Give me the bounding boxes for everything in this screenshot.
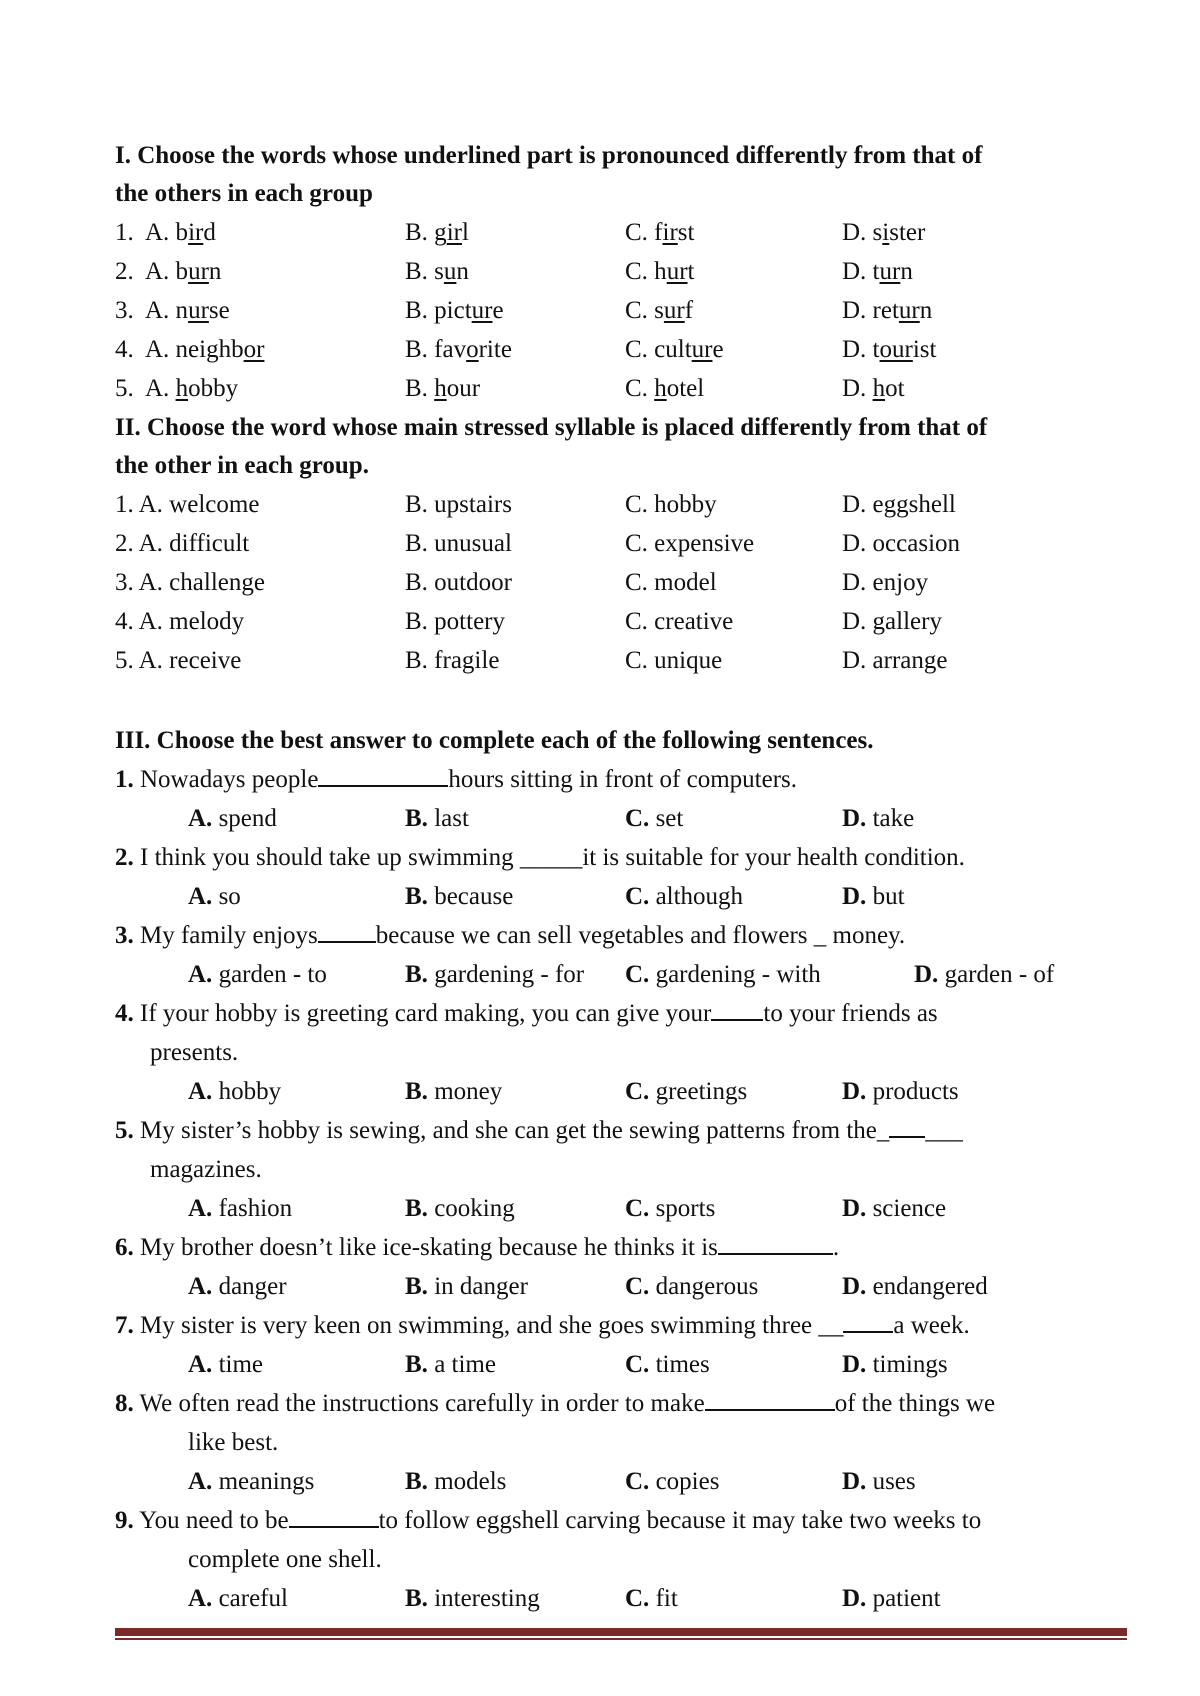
answer-option-a[interactable]	[188, 1345, 263, 1384]
question-number: 3.	[115, 922, 134, 949]
option-text: times	[649, 1351, 710, 1378]
option-text: e	[492, 297, 504, 324]
option-text: science	[866, 1195, 947, 1222]
question-6	[0, 1228, 1200, 1267]
underlined-part: o	[466, 336, 479, 363]
underlined-part: i	[882, 219, 890, 246]
section2-row	[0, 563, 1200, 602]
bottom-divider-thin	[115, 1638, 1127, 1640]
answer-options	[0, 1345, 1200, 1384]
question-number: 5.	[115, 1117, 134, 1144]
underlined-part: u	[443, 258, 457, 285]
question-stem: My brother doesn’t like ice-skating because he thinks it is	[133, 1234, 718, 1261]
option-text: D. ret	[842, 297, 899, 324]
option-b[interactable]	[405, 291, 504, 330]
question-5	[0, 1111, 1200, 1150]
option-text: C. cult	[625, 336, 692, 363]
option-b[interactable]	[405, 369, 480, 408]
question-number: 7.	[115, 1312, 134, 1339]
option-letter: A.	[188, 961, 213, 988]
option-text: n	[900, 258, 913, 285]
option-d[interactable]: D. eggshell	[842, 491, 956, 518]
question-number: 4.	[115, 1000, 134, 1027]
answer-option-b[interactable]	[405, 1072, 502, 1111]
option-text: hobby	[212, 1078, 282, 1105]
item-number: 4.	[115, 336, 134, 363]
option-b[interactable]	[405, 330, 512, 369]
option-text: C. s	[625, 297, 664, 324]
option-text: D. s	[842, 219, 883, 246]
underlined-part: h	[175, 375, 189, 402]
question-continuation	[0, 1150, 1200, 1189]
option-text: because	[427, 883, 514, 910]
answer-option-d[interactable]	[842, 1579, 941, 1618]
question-stem-end: hours sitting in front of computers.	[448, 766, 797, 793]
option-a[interactable]	[145, 330, 264, 369]
option-text: otel	[666, 375, 705, 402]
option-letter: B.	[405, 1585, 428, 1612]
answer-option-a[interactable]	[188, 1189, 292, 1228]
answer-option-d[interactable]	[842, 1072, 959, 1111]
answer-option-b[interactable]	[405, 1267, 528, 1306]
answer-option-c[interactable]	[625, 1072, 747, 1111]
option-text: C. f	[625, 219, 663, 246]
section1-row	[0, 330, 1200, 369]
answer-option-b[interactable]	[405, 955, 584, 994]
option-letter: B.	[405, 883, 428, 910]
question-3	[0, 916, 1200, 955]
option-text: garden - to	[212, 961, 327, 988]
option-text: ster	[889, 219, 926, 246]
option-b[interactable]	[405, 213, 469, 252]
option-text: spend	[212, 805, 277, 832]
question-stem: I think you should take up swimming _____it is suitable for your health condition.	[133, 844, 965, 871]
answer-option-c[interactable]	[625, 799, 683, 838]
option-text: danger	[212, 1273, 287, 1300]
option-text: so	[212, 883, 241, 910]
answer-option-b[interactable]	[405, 1462, 506, 1501]
option-text: our	[446, 375, 481, 402]
option-text: dangerous	[649, 1273, 759, 1300]
option-b[interactable]: B. outdoor	[405, 569, 512, 596]
option-text: B.	[405, 375, 435, 402]
option-letter: A.	[188, 1468, 213, 1495]
question-text	[115, 994, 938, 1033]
question-stem-end: to your friends as	[763, 1000, 938, 1027]
answer-option-c[interactable]	[625, 1189, 715, 1228]
section1-row	[0, 369, 1200, 408]
option-a[interactable]: 3. A. challenge	[115, 569, 265, 596]
option-text: although	[649, 883, 744, 910]
underlined-part: or	[243, 336, 265, 363]
option-text: st	[677, 219, 695, 246]
question-number: 1.	[115, 766, 134, 793]
answer-option-d[interactable]	[842, 799, 914, 838]
underlined-part: ur	[691, 336, 713, 363]
option-text: ot	[885, 375, 905, 402]
option-text: f	[684, 297, 694, 324]
question-stem-continued: magazines.	[150, 1156, 262, 1183]
question-continuation	[0, 1033, 1200, 1072]
option-c[interactable]: C. hobby	[625, 491, 717, 518]
underlined-part: h	[872, 375, 886, 402]
answer-blank[interactable]	[289, 1504, 379, 1528]
option-text: n	[208, 258, 222, 285]
option-d[interactable]	[842, 291, 932, 330]
option-d[interactable]	[842, 330, 936, 369]
option-letter: A.	[188, 1195, 213, 1222]
option-c[interactable]	[625, 291, 693, 330]
option-letter: C.	[625, 1195, 650, 1222]
option-c[interactable]: C. creative	[625, 608, 734, 635]
underlined-part: ur	[663, 297, 685, 324]
question-text	[115, 1228, 839, 1267]
section2-title-line2: the other in each group.	[115, 452, 369, 479]
option-text: A. neighb	[145, 336, 244, 363]
section3-title: III. Choose the best answer to complete each of the following sentences.	[115, 727, 874, 754]
option-text: in danger	[427, 1273, 528, 1300]
answer-blank[interactable]	[705, 1387, 835, 1411]
answer-option-d[interactable]	[842, 1189, 946, 1228]
bottom-divider	[115, 1628, 1127, 1636]
option-text: garden - of	[938, 961, 1055, 988]
option-letter: D.	[914, 961, 939, 988]
question-stem: You need to be	[133, 1507, 289, 1534]
question-continuation	[0, 1540, 1200, 1579]
option-text: D.	[842, 375, 873, 402]
answer-option-d[interactable]	[914, 955, 1054, 994]
section2-row	[0, 602, 1200, 641]
option-letter: B.	[405, 961, 428, 988]
option-text: C.	[625, 375, 655, 402]
option-b[interactable]	[405, 252, 469, 291]
option-text: products	[866, 1078, 959, 1105]
option-letter: A.	[188, 883, 213, 910]
option-text: fashion	[212, 1195, 293, 1222]
underlined-part: ir	[446, 219, 462, 246]
question-continuation	[0, 1423, 1200, 1462]
answer-options	[0, 1267, 1200, 1306]
option-text: n	[919, 297, 933, 324]
option-letter: D.	[842, 883, 867, 910]
option-text: l	[461, 219, 469, 246]
option-c[interactable]	[625, 252, 694, 291]
question-stem-end: .	[832, 1234, 840, 1261]
option-text: but	[866, 883, 905, 910]
option-letter: D.	[842, 1195, 867, 1222]
option-letter: B.	[405, 1273, 428, 1300]
option-text: set	[649, 805, 684, 832]
answer-option-b[interactable]	[405, 1189, 515, 1228]
option-text: careful	[212, 1585, 288, 1612]
answer-option-a[interactable]	[188, 877, 241, 916]
question-number: 2.	[115, 844, 134, 871]
option-b[interactable]: B. pottery	[405, 608, 505, 635]
option-text: meanings	[212, 1468, 315, 1495]
option-letter: A.	[188, 1273, 213, 1300]
answer-option-b[interactable]	[405, 1345, 496, 1384]
option-text: timings	[866, 1351, 948, 1378]
question-2	[0, 838, 1200, 877]
option-letter: C.	[625, 1585, 650, 1612]
question-number: 6.	[115, 1234, 134, 1261]
option-a[interactable]: 2. A. difficult	[115, 530, 250, 557]
option-c[interactable]	[625, 369, 704, 408]
option-d[interactable]	[842, 369, 905, 408]
option-d[interactable]	[842, 252, 913, 291]
option-d[interactable]: D. enjoy	[842, 569, 929, 596]
item-number: 5.	[115, 375, 134, 402]
question-stem-end: to follow eggshell carving because it may take two weeks to	[378, 1507, 982, 1534]
option-text: d	[203, 219, 216, 246]
answer-option-d[interactable]	[842, 1345, 948, 1384]
option-text: greetings	[649, 1078, 748, 1105]
option-text: A. b	[145, 219, 189, 246]
answer-options	[0, 877, 1200, 916]
section2-row	[0, 524, 1200, 563]
answer-options	[0, 955, 1200, 994]
answer-options	[0, 1189, 1200, 1228]
answer-blank[interactable]	[889, 1114, 925, 1138]
question-stem: If your hobby is greeting card making, you can give your	[133, 1000, 712, 1027]
question-text	[115, 1111, 963, 1150]
option-letter: D.	[842, 1078, 867, 1105]
question-stem: My sister’s hobby is sewing, and she can get the sewing patterns from the_	[133, 1117, 890, 1144]
question-9	[0, 1501, 1200, 1540]
answer-option-c[interactable]	[625, 1267, 758, 1306]
answer-options	[0, 1072, 1200, 1111]
option-c[interactable]	[625, 213, 694, 252]
answer-option-a[interactable]	[188, 1072, 281, 1111]
option-letter: A.	[188, 1351, 213, 1378]
answer-option-a[interactable]	[188, 1579, 288, 1618]
option-letter: C.	[625, 1351, 650, 1378]
question-text	[115, 760, 797, 799]
blank-suffix: ___	[925, 1117, 963, 1144]
question-stem: My family enjoys	[133, 922, 318, 949]
option-letter: B.	[405, 1468, 428, 1495]
option-text: gardening - for	[427, 961, 585, 988]
answer-blank[interactable]	[711, 997, 763, 1021]
option-letter: B.	[405, 1195, 428, 1222]
option-text: cooking	[427, 1195, 515, 1222]
question-1	[0, 760, 1200, 799]
option-a[interactable]: 5. A. receive	[115, 647, 242, 674]
option-text: obby	[188, 375, 239, 402]
option-letter: A.	[188, 1078, 213, 1105]
question-4	[0, 994, 1200, 1033]
item-number: 2.	[115, 258, 134, 285]
question-stem: Nowadays people	[133, 766, 319, 793]
item-number: 3.	[115, 297, 134, 324]
option-letter: C.	[625, 883, 650, 910]
option-b[interactable]: B. fragile	[405, 647, 500, 674]
question-number: 9.	[115, 1507, 134, 1534]
question-stem-end: a week.	[893, 1312, 970, 1339]
underlined-part: ur	[188, 258, 209, 285]
answer-blank[interactable]	[318, 919, 376, 943]
question-text	[115, 1306, 970, 1345]
answer-blank[interactable]	[718, 1231, 833, 1255]
underlined-part: h	[434, 375, 447, 402]
option-d[interactable]: D. occasion	[842, 530, 961, 557]
option-text: C. h	[625, 258, 667, 285]
option-letter: C.	[625, 1078, 650, 1105]
option-text: B. g	[405, 219, 447, 246]
option-text: models	[427, 1468, 507, 1495]
option-letter: B.	[405, 805, 428, 832]
option-a[interactable]	[145, 369, 238, 408]
question-text	[115, 1384, 995, 1423]
option-b[interactable]: B. unusual	[405, 530, 512, 557]
option-b[interactable]: B. upstairs	[405, 491, 512, 518]
option-text: e	[712, 336, 724, 363]
section1-row	[0, 213, 1200, 252]
option-c[interactable]: C. unique	[625, 647, 723, 674]
option-text: last	[427, 805, 469, 832]
question-stem-continued: complete one shell.	[188, 1546, 382, 1573]
answer-option-b[interactable]	[405, 799, 469, 838]
option-c[interactable]: C. model	[625, 569, 717, 596]
underlined-part: ur	[879, 258, 901, 285]
section1-row	[0, 291, 1200, 330]
underlined-part: our	[879, 336, 913, 363]
answer-option-c[interactable]	[625, 1579, 678, 1618]
section1-title-line2: the others in each group	[115, 180, 373, 207]
answer-option-d[interactable]	[842, 1462, 916, 1501]
option-letter: D.	[842, 1468, 867, 1495]
answer-blank[interactable]	[843, 1309, 893, 1333]
option-letter: D.	[842, 805, 867, 832]
underlined-part: ur	[471, 297, 493, 324]
option-a[interactable]: 1. A. welcome	[115, 491, 260, 518]
underlined-part: ur	[188, 297, 209, 324]
answer-option-c[interactable]	[625, 1345, 710, 1384]
option-letter: C.	[625, 805, 650, 832]
section2-row	[0, 641, 1200, 680]
option-d[interactable]	[842, 213, 925, 252]
option-a[interactable]: 4. A. melody	[115, 608, 245, 635]
answer-option-a[interactable]	[188, 955, 327, 994]
answer-option-a[interactable]	[188, 1462, 314, 1501]
option-c[interactable]: C. expensive	[625, 530, 755, 557]
option-letter: C.	[625, 1468, 650, 1495]
option-letter: D.	[842, 1585, 867, 1612]
option-letter: B.	[405, 1351, 428, 1378]
answer-option-c[interactable]	[625, 877, 743, 916]
item-number: 1.	[115, 219, 134, 246]
option-a[interactable]	[145, 291, 230, 330]
section2-title-line1: II. Choose the word whose main stressed syllable is placed differently from that of	[115, 414, 988, 441]
underlined-part: h	[654, 375, 667, 402]
answer-options	[0, 799, 1200, 838]
section1-title-line1: I. Choose the words whose underlined part is pronounced differently from that of	[115, 142, 983, 169]
underlined-part: ur	[666, 258, 688, 285]
question-text	[115, 1501, 981, 1540]
question-stem-continued: presents.	[150, 1039, 239, 1066]
answer-option-a[interactable]	[188, 799, 277, 838]
question-number: 8.	[115, 1390, 134, 1417]
option-text: A. n	[145, 297, 189, 324]
option-text: ist	[912, 336, 937, 363]
option-text: take	[866, 805, 915, 832]
answer-options	[0, 1579, 1200, 1618]
option-text: B. pict	[405, 297, 472, 324]
option-letter: D.	[842, 1273, 867, 1300]
option-letter: C.	[625, 961, 650, 988]
option-text: uses	[866, 1468, 916, 1495]
question-7	[0, 1306, 1200, 1345]
question-stem: My sister is very keen on swimming, and she goes swimming three __	[133, 1312, 844, 1339]
question-stem-continued: like best.	[188, 1429, 279, 1456]
answer-option-a[interactable]	[188, 1267, 287, 1306]
option-letter: A.	[188, 805, 213, 832]
question-stem-end: of the things we	[834, 1390, 996, 1417]
underlined-part: ur	[898, 297, 920, 324]
option-text: se	[208, 297, 230, 324]
question-stem-end: because we can sell vegetables and flowers _ money.	[375, 922, 906, 949]
answer-option-d[interactable]	[842, 1267, 988, 1306]
option-text: money	[427, 1078, 503, 1105]
option-text: B. s	[405, 258, 444, 285]
option-d[interactable]: D. arrange	[842, 647, 948, 674]
option-text: D. t	[842, 258, 880, 285]
answer-blank[interactable]	[318, 763, 448, 787]
answer-option-c[interactable]	[625, 1462, 719, 1501]
underlined-part: ir	[662, 219, 678, 246]
question-text	[115, 916, 905, 955]
option-text: copies	[649, 1468, 720, 1495]
option-letter: C.	[625, 1273, 650, 1300]
option-letter: B.	[405, 1078, 428, 1105]
option-text: rite	[478, 336, 512, 363]
option-text: A. b	[145, 258, 189, 285]
underlined-part: ir	[188, 219, 204, 246]
question-text	[115, 838, 965, 877]
section2-row	[0, 485, 1200, 524]
option-text: interesting	[427, 1585, 540, 1612]
option-text: fit	[649, 1585, 678, 1612]
option-text: a time	[427, 1351, 496, 1378]
option-d[interactable]: D. gallery	[842, 608, 942, 635]
option-text: D. t	[842, 336, 880, 363]
option-text: n	[456, 258, 469, 285]
option-text: patient	[866, 1585, 941, 1612]
answer-option-b[interactable]	[405, 1579, 540, 1618]
answer-option-c[interactable]	[625, 955, 821, 994]
option-text: t	[687, 258, 695, 285]
option-text: sports	[649, 1195, 716, 1222]
answer-option-b[interactable]	[405, 877, 513, 916]
answer-option-d[interactable]	[842, 877, 905, 916]
answer-options	[0, 1462, 1200, 1501]
option-a[interactable]	[145, 252, 221, 291]
option-text: B. fav	[405, 336, 467, 363]
option-text: endangered	[866, 1273, 988, 1300]
question-8	[0, 1384, 1200, 1423]
question-stem: We often read the instructions carefully in order to make	[133, 1390, 705, 1417]
section1-row	[0, 252, 1200, 291]
option-text: gardening - with	[649, 961, 821, 988]
option-text: A.	[145, 375, 176, 402]
option-letter: D.	[842, 1351, 867, 1378]
option-c[interactable]	[625, 330, 724, 369]
option-letter: A.	[188, 1585, 213, 1612]
option-a[interactable]	[145, 213, 216, 252]
option-text: time	[212, 1351, 263, 1378]
